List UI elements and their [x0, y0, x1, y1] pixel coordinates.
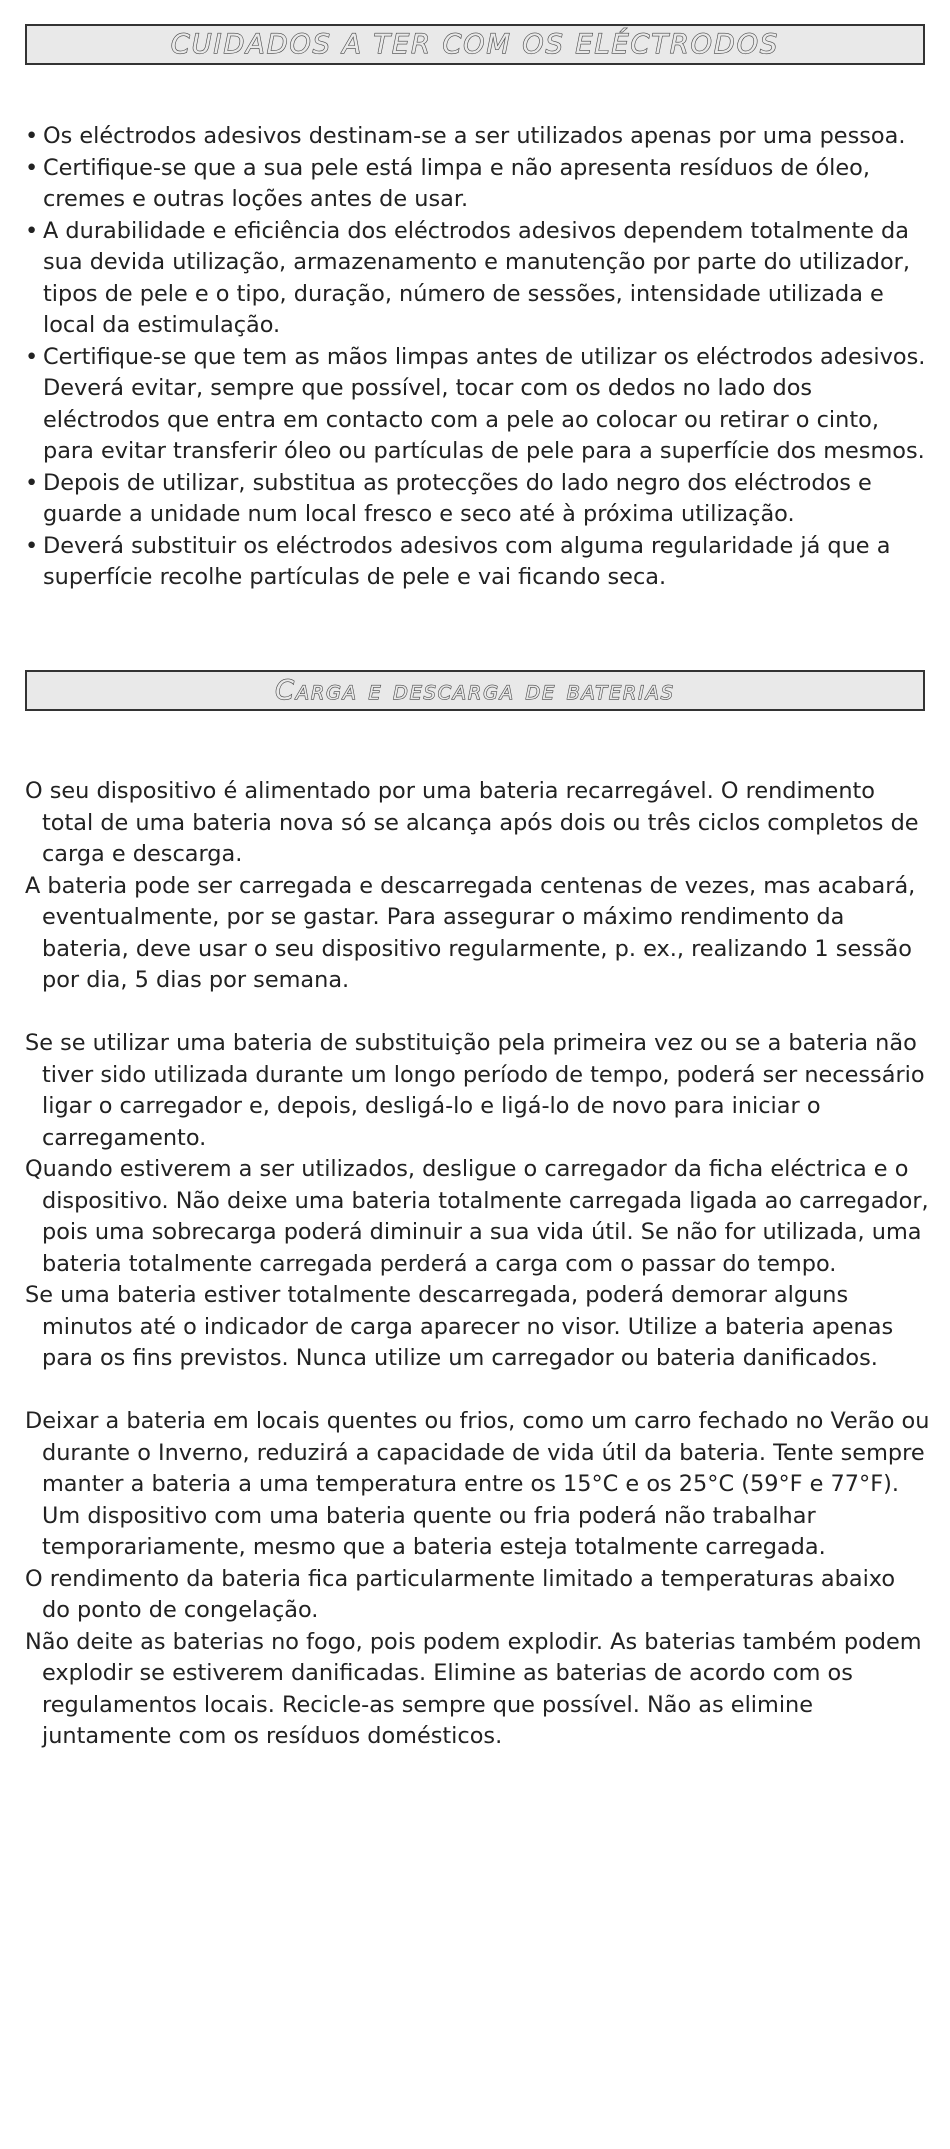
bullet-icon: • [25, 469, 39, 496]
section-heading-battery [25, 670, 925, 711]
list-item [25, 342, 930, 468]
paragraph: Não deite as baterias no fogo, pois podem explodir. As baterias também podem explodir se estiverem danificadas. Elimine as baterias de acordo com os regulamentos locais. Recicle-as sempre que possível. Não as elimine juntamente com os resíduos domésticos. [25, 1628, 922, 1749]
bullet-icon: • [25, 532, 39, 559]
list-item [25, 216, 930, 342]
section-heading-electrodes-text: CUIDADOS A TER COM OS ELÉCTRODOS [170, 29, 780, 60]
paragraph: O seu dispositivo é alimentado por uma bateria recarregável. O rendimento total de uma bateria nova só se alcança após dois ou três ciclos completos de carga e descarga. [25, 778, 919, 867]
section-heading-electrodes [25, 24, 925, 65]
list-item [25, 531, 930, 594]
battery-text [25, 776, 930, 1753]
paragraph: A bateria pode ser carregada e descarregada centenas de vezes, mas acabará, eventualmente, por se gastar. Para assegurar o máximo rendimento da bateria, deve usar o seu dispositivo regularmente, p. ex., realizando 1 sessão por dia, 5 dias por semana. [25, 872, 916, 993]
list-item-text: Deverá substituir os eléctrodos adesivos com alguma regularidade já que a superfície recolhe partículas de pele e vai ficando seca. [43, 532, 891, 590]
list-item-text: Os eléctrodos adesivos destinam-se a ser utilizados apenas por uma pessoa. [43, 123, 906, 149]
bullet-icon: • [25, 343, 39, 370]
spacer [25, 1375, 930, 1407]
list-item [25, 468, 930, 531]
section-heading-battery-text: Carga e descarga de baterias [275, 675, 675, 706]
bullet-icon: • [25, 154, 39, 181]
list-item [25, 121, 930, 153]
spacer [25, 997, 930, 1029]
list-item-text: Certifique-se que tem as mãos limpas antes de utilizar os eléctrodos adesivos. Deverá evitar, sempre que possível, tocar com os dedos no lado dos eléctrodos que entra em contacto com a pele ao colocar ou retirar o cinto, para evitar transferir óleo ou partículas de pele para a superfície dos mesmos. [43, 343, 926, 464]
electrode-care-list [25, 121, 930, 594]
paragraph: Se se utilizar uma bateria de substituição pela primeira vez ou se a bateria não tiver sido utilizada durante um longo período de tempo, poderá ser necessário ligar o carregador e, depois, desligá-lo e ligá-lo de novo para iniciar o carregamento. [25, 1030, 925, 1151]
list-item-text: A durabilidade e eficiência dos eléctrodos adesivos dependem totalmente da sua devida utilização, armazenamento e manutenção por parte do utilizador, tipos de pele e o tipo, duração, número de sessões, intensidade utilizada e local da estimulação. [43, 217, 910, 338]
paragraph: Se uma bateria estiver totalmente descarregada, poderá demorar alguns minutos até o indicador de carga aparecer no visor. Utilize a bateria apenas para os fins previstos. Nunca utilize um carregador ou bateria danificados. [25, 1282, 894, 1371]
list-item-text: Depois de utilizar, substitua as protecções do lado negro dos eléctrodos e guarde a unidade num local fresco e seco até à próxima utilização. [43, 469, 872, 527]
paragraph: Quando estiverem a ser utilizados, desligue o carregador da ficha eléctrica e o dispositivo. Não deixe uma bateria totalmente carregada ligada ao carregador, pois uma sobrecarga poderá diminuir a sua vida útil. Se não for utilizada, uma bateria totalmente carregada perderá a carga com o passar do tempo. [25, 1156, 929, 1277]
paragraph: O rendimento da bateria fica particularmente limitado a temperaturas abaixo do ponto de congelação. [25, 1565, 896, 1623]
bullet-icon: • [25, 217, 39, 244]
list-item [25, 153, 930, 216]
bullet-icon: • [25, 123, 39, 149]
paragraph: Deixar a bateria em locais quentes ou frios, como um carro fechado no Verão ou durante o Inverno, reduzirá a capacidade de vida útil da bateria. Tente sempre manter a bateria a uma temperatura entre os 15°C e os 25°C (59°F e 77°F). Um dispositivo com uma bateria quente ou fria poderá não trabalhar temporariamente, mesmo que a bateria esteja totalmente carregada. [25, 1408, 930, 1560]
list-item-text: Certifique-se que a sua pele está limpa e não apresenta resíduos de óleo, cremes e outras loções antes de usar. [43, 154, 870, 212]
